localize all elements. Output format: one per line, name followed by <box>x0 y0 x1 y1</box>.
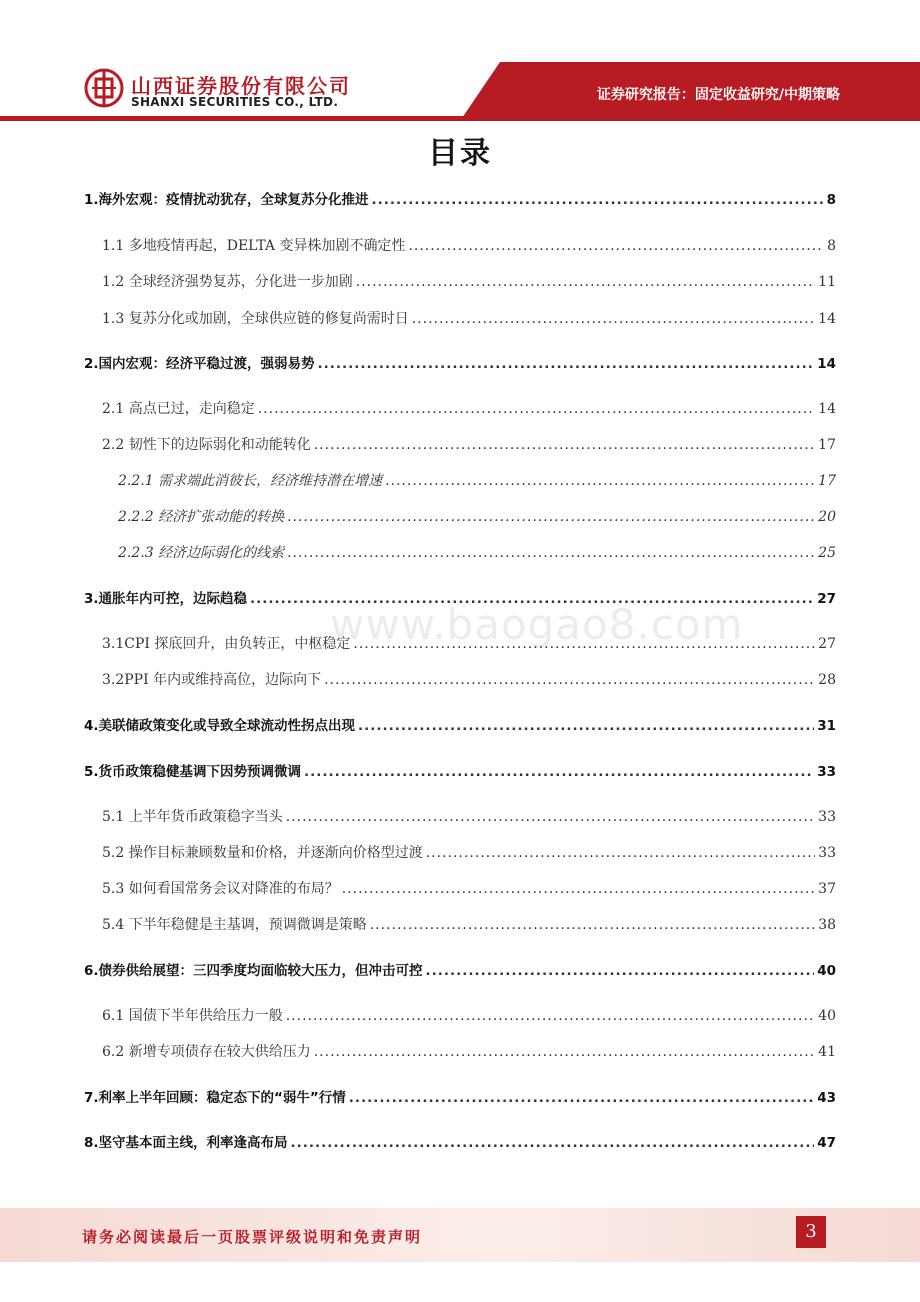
toc-entry-page: 38 <box>818 917 836 933</box>
toc-entry-page: 17 <box>818 473 836 489</box>
toc-entry-page: 47 <box>817 1135 836 1151</box>
toc-leader-dots <box>291 1133 815 1153</box>
toc-entry-page: 14 <box>818 311 836 327</box>
toc-entry-page: 27 <box>817 591 836 607</box>
toc-entry[interactable] <box>118 507 836 527</box>
toc-leader-dots <box>370 915 815 935</box>
disclaimer-notice: 请务必阅读最后一页股票评级说明和免责声明 <box>82 1228 423 1246</box>
toc-entry[interactable] <box>102 807 836 827</box>
toc-leader-dots <box>304 762 814 782</box>
toc-entry[interactable] <box>102 843 836 863</box>
toc-entry[interactable] <box>102 435 836 455</box>
toc-entry-title: 6.2 新增专项债存在较大供给压力 <box>102 1044 311 1060</box>
toc-entry-title: 2.国内宏观：经济平稳过渡，强弱易势 <box>84 356 315 372</box>
toc-leader-dots <box>356 272 815 292</box>
toc-leader-dots <box>314 1042 815 1062</box>
toc-leader-dots <box>250 589 814 609</box>
toc-entry-page: 33 <box>817 764 836 780</box>
toc-entry[interactable] <box>118 543 836 563</box>
toc-entry[interactable] <box>102 399 836 419</box>
toc-leader-dots <box>426 961 815 981</box>
toc-entry[interactable] <box>102 634 836 654</box>
toc-entry-title: 5.3 如何看国常务会议对降准的布局？ <box>102 881 339 897</box>
toc-entry-title: 4.美联储政策变化或导致全球流动性拐点出现 <box>84 718 356 734</box>
toc-entry-page: 17 <box>818 437 836 453</box>
toc-entry-title: 5.1 上半年货币政策稳字当头 <box>102 809 283 825</box>
toc-leader-dots <box>324 670 815 690</box>
toc-entry-page: 40 <box>817 963 836 979</box>
toc-entry-page: 33 <box>818 845 836 861</box>
toc-leader-dots <box>286 807 815 827</box>
toc-entry-title: 2.2.1 需求端此消彼长，经济维持潜在增速 <box>118 473 383 489</box>
toc-entry[interactable] <box>84 589 836 609</box>
toc-entry-page: 14 <box>817 356 836 372</box>
toc-leader-dots <box>258 399 815 419</box>
toc-entry-title: 3.1CPI 探底回升，由负转正，中枢稳定 <box>102 636 351 652</box>
toc-entry[interactable] <box>84 190 836 210</box>
toc-entry-page: 14 <box>818 401 836 417</box>
toc-entry-page: 20 <box>818 509 836 525</box>
watermark: www.baogao8.com <box>330 600 744 649</box>
company-name-cn: 山西证券股份有限公司 <box>131 74 351 98</box>
toc-entry[interactable] <box>84 716 836 736</box>
toc-entry-title: 5.2 操作目标兼顾数量和价格，并逐渐向价格型过渡 <box>102 845 423 861</box>
toc-entry-page: 33 <box>818 809 836 825</box>
toc-entry[interactable] <box>118 471 836 491</box>
toc-entry[interactable] <box>84 354 836 374</box>
toc-entry-page: 37 <box>818 881 836 897</box>
toc-entry-title: 5.4 下半年稳健是主基调，预调微调是策略 <box>102 917 367 933</box>
toc-leader-dots <box>314 435 815 455</box>
toc-entry-title: 6.1 国债下半年供给压力一般 <box>102 1008 283 1024</box>
toc-entry-title: 1.3 复苏分化或加剧，全球供应链的修复尚需时日 <box>102 311 409 327</box>
toc-leader-dots <box>353 634 815 654</box>
report-category-banner: 证券研究报告：固定收益研究/中期策略 <box>596 87 840 103</box>
toc-entry-title: 2.2.2 经济扩张动能的转换 <box>118 509 285 525</box>
toc-entry-page: 43 <box>817 1090 836 1106</box>
toc-entry-title: 2.2.3 经济边际弱化的线索 <box>118 545 285 561</box>
toc-entry[interactable] <box>84 961 836 981</box>
company-name-en: SHANXI SECURITIES CO., LTD. <box>131 95 339 109</box>
toc-entry[interactable] <box>102 309 836 329</box>
toc-entry-page: 8 <box>826 192 836 208</box>
toc-entry-title: 7.利率上半年回顾：稳定态下的“弱牛”行情 <box>84 1090 346 1106</box>
toc-entry[interactable] <box>84 1133 836 1153</box>
toc-entry[interactable] <box>102 236 836 256</box>
toc-entry-title: 1.海外宏观：疫情扰动犹存，全球复苏分化推进 <box>84 192 369 208</box>
toc-entry[interactable] <box>102 915 836 935</box>
toc-entry-title: 8.坚守基本面主线，利率逢高布局 <box>84 1135 288 1151</box>
toc-entry-title: 2.1 高点已过，走向稳定 <box>102 401 255 417</box>
toc-entry-title: 3.2PPI 年内或维持高位，边际向下 <box>102 672 322 688</box>
toc-entry[interactable] <box>102 1042 836 1062</box>
toc-leader-dots <box>426 843 815 863</box>
toc-entry-title: 3.通胀年内可控，边际趋稳 <box>84 591 248 607</box>
toc-leader-dots <box>342 879 815 899</box>
report-header <box>0 0 920 125</box>
page-title: 目录 <box>428 136 492 171</box>
toc-leader-dots <box>318 354 815 374</box>
toc-entry-page: 41 <box>818 1044 836 1060</box>
toc-leader-dots <box>385 471 815 491</box>
toc-leader-dots <box>372 190 824 210</box>
toc-leader-dots <box>349 1088 814 1108</box>
toc-entry-title: 2.2 韧性下的边际弱化和动能转化 <box>102 437 311 453</box>
toc-entry[interactable] <box>84 1088 836 1108</box>
toc-entry[interactable] <box>84 762 836 782</box>
toc-entry-page: 31 <box>817 718 836 734</box>
toc-entry[interactable] <box>102 1006 836 1026</box>
toc-leader-dots <box>287 543 815 563</box>
toc-entry[interactable] <box>102 272 836 292</box>
toc-entry-title: 6.债券供给展望：三四季度均面临较大压力，但冲击可控 <box>84 963 423 979</box>
toc-entry-title: 5.货币政策稳健基调下因势预调微调 <box>84 764 302 780</box>
toc-leader-dots <box>412 309 815 329</box>
toc-entry-page: 8 <box>827 238 836 254</box>
toc-entry-title: 1.1 多地疫情再起，DELTA 变异株加剧不确定性 <box>102 238 406 254</box>
toc-entry-page: 28 <box>818 672 836 688</box>
toc-entry-title: 1.2 全球经济强势复苏，分化进一步加剧 <box>102 274 353 290</box>
toc-leader-dots <box>358 716 814 736</box>
toc-entry-page: 25 <box>818 545 836 561</box>
toc-entry[interactable] <box>102 670 836 690</box>
page-number: 3 <box>796 1216 826 1248</box>
toc-leader-dots <box>286 1006 815 1026</box>
toc-leader-dots <box>408 236 824 256</box>
toc-entry-page: 11 <box>818 274 836 290</box>
toc-entry-page: 27 <box>818 636 836 652</box>
toc-entry[interactable] <box>102 879 836 899</box>
company-logo-icon <box>84 68 124 108</box>
toc-leader-dots <box>287 507 815 527</box>
toc-entry-page: 40 <box>818 1008 836 1024</box>
